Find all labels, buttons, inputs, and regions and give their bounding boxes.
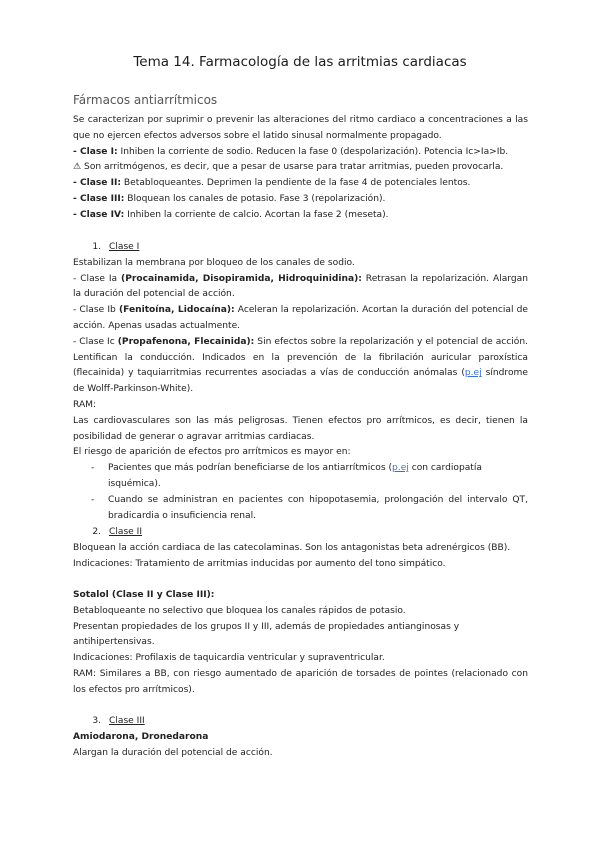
clase-ii-heading [73,525,528,541]
riesgo-line: El riesgo de aparición de efectos pro arrítmicos es mayor en: [73,447,351,458]
sotalol-line2: Presentan propiedades de los grupos II y III, además de propiedades antianginosas y antihipertensivas. [73,621,460,648]
ib-prefix: - Clase Ib [73,305,119,316]
list-number: 3. [92,716,101,726]
bullet1-link[interactable]: p.ej [392,463,409,474]
ia-drugs: (Procainamida, Disopiramida, Hidroquinidina): [121,273,362,284]
clase-iv-text: Inhiben la corriente de calcio. Acortan la fase 2 (meseta). [124,209,389,220]
clase-i-title: Clase I [109,242,140,252]
ia-text: Retrasan la repolarización. Alargan la duración del potencial de acción. [73,273,528,300]
page-title: Tema 14. Farmacología de las arritmias cardiacas [133,54,467,70]
ib-text: Aceleran la repolarización. Acortan la duración del potencial de acción. Apenas usadas actualmente. [73,305,528,331]
ic-link[interactable]: p.ej [464,368,482,379]
clase-ii-line2: Indicaciones: Tratamiento de arritmias inducidas por aumento del tono simpático. [73,558,446,569]
clase-iii-text: Bloquean los canales de potasio. Fase 3 (repolarización). [124,193,386,204]
ic-text-a: Sin efectos sobre la repolarización y el potencial de acción. Lentifican la conducción. Indicados en la prevención de la fibrilación auricular paroxística (flecainida) y taquiarritmias recurrentes asociadas a vías de conducción anómalas ( [73,336,529,379]
list-number: 1. [92,242,101,252]
clase-iii-title: Clase III [109,716,145,726]
ic-drugs: (Propafenona, Flecainida): [117,336,255,347]
ia-prefix: - Clase Ia [73,273,122,284]
intro-clase-ii [73,176,528,192]
clase-iii-drugs-text: Amiodarona, Dronedarona [73,731,209,742]
bullet1-text-b: con cardiopatía isquémica). [108,463,482,489]
warning-line: ⚠ Son arritmógenos, es decir, que a pesar de usarse para tratar arritmias, pueden provocarla. [73,162,504,173]
ic-prefix: - Clase Ic [73,336,118,347]
clase-iii-line1: Alargan la duración del potencial de acción. [73,747,273,758]
sotalol-line3: Indicaciones: Profilaxis de taquicardia ventricular y supraventricular. [73,653,385,664]
intro-block [73,113,528,224]
bullet-item [73,461,528,493]
section-heading: Fármacos antiarrítmicos [73,93,218,107]
sotalol-heading [73,588,528,604]
clase-ic [73,335,528,398]
clase-i-section [73,240,528,524]
sotalol-title: Sotalol (Clase II y Clase III): [73,590,215,600]
sotalol-section [73,588,528,699]
clase-iii-drugs [73,730,528,746]
sotalol-line4: RAM: Similares a BB, con riesgo aumentado de aparición de torsades de pointes (relacionado con los efectos pro arrítmicos). [73,668,528,695]
clase-ii-text: Betabloqueantes. Deprimen la pendiente de la fase 4 de potenciales lentos. [121,178,471,189]
clase-i-heading [73,240,528,256]
clase-ii-line1: Bloquean la acción cardiaca de las catecolaminas. Son los antagonistas beta adrenérgicos (BB). [73,542,511,553]
clase-ii-section [73,525,528,572]
clase-i-label: - Clase I: [73,146,118,157]
clase-ii-label: - Clase II: [73,178,122,189]
clase-ib [73,303,528,335]
intro-paragraph: Se caracterizan por suprimir o prevenir las alteraciones del ritmo cardiaco a concentraciones a las que no ejercen efectos adversos sobre el latido sinusal normalmente propagado. [73,115,528,141]
ib-drugs: (Fenitoína, Lidocaína): [118,305,235,316]
intro-clase-i [73,145,528,161]
clase-iv-label: - Clase IV: [73,209,125,220]
sotalol-line1: Betabloqueante no selectivo que bloquea los canales rápidos de potasio. [73,605,406,616]
intro-clase-iii [73,192,528,208]
clase-iii-label: - Clase III: [73,193,125,204]
clase-ii-title: Clase II [109,527,143,537]
clase-ia [73,272,528,304]
clase-i-line1: Estabilizan la membrana por bloqueo de los canales de sodio. [73,257,355,268]
intro-clase-iv [73,208,528,224]
clase-i-text: Inhiben la corriente de sodio. Reducen la fase 0 (despolarización). Potencia Ic>Ia>Ib. [117,146,509,157]
bullet1-text-a: Pacientes que más podrían beneficiarse de los antiarrítmicos ( [108,463,393,474]
clase-iii-heading [73,714,528,730]
list-number: 2. [92,527,101,537]
ic-text-b: síndrome de Wolff-Parkinson-White). [73,368,528,395]
bullet-item: - Cuando se administran en pacientes con hipopotasemia, prolongación del intervalo QT, bradicardia o insuficiencia renal. [73,493,528,525]
ram-text: Las cardiovasculares son las más peligrosas. Tienen efectos pro arrítmicos, es decir, tienen la posibilidad de generar o agravar arritmias cardiacas. [73,415,528,442]
clase-iii-section [73,714,528,761]
ram-label: RAM: [73,399,97,410]
